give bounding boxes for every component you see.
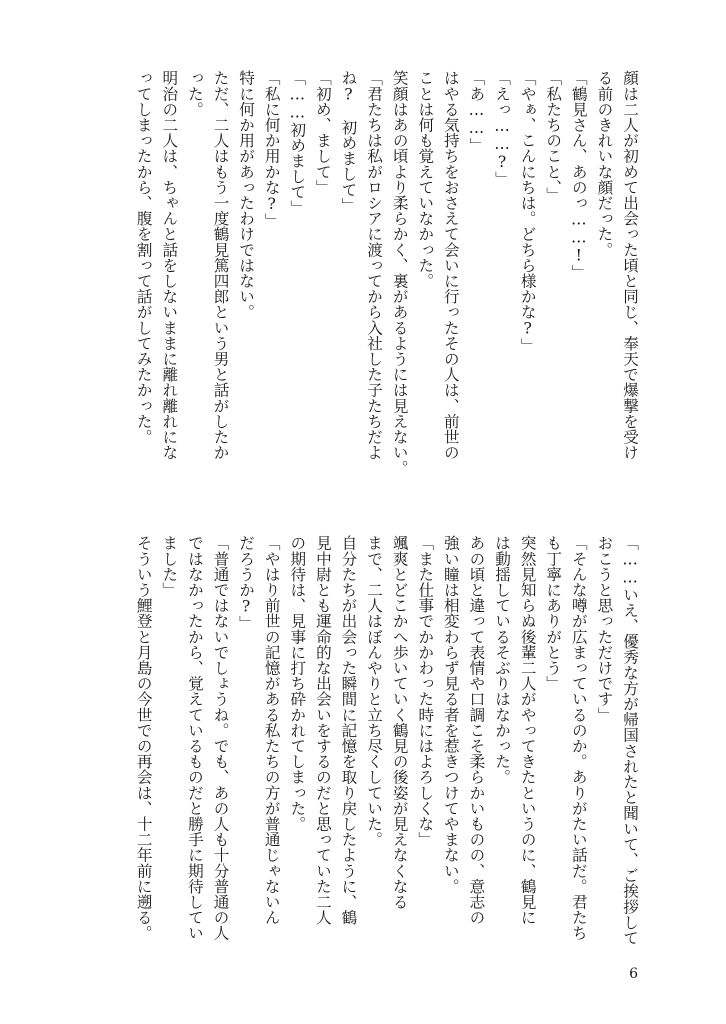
text-line: そういう鯉登と月島の今世での再会は、十二年前に遡る。 — [134, 535, 153, 941]
text-line: った。 — [185, 70, 204, 117]
text-line: 「私たちのこと、」 — [544, 70, 563, 203]
text-line: 「えっ……?」 — [493, 70, 512, 187]
page-number: 6 — [629, 966, 638, 982]
text-line: はやる気持ちをおさえて会いに行ったその人は、前世の — [441, 70, 460, 460]
text-line: 「やぁ、こんにちは。どちら様かな?」 — [518, 70, 537, 354]
text-line: ってしまったから、腹を割って話がしてみたかった。 — [134, 70, 153, 445]
text-line: 「そんな噂が広まっているのか。ありがたい話だ。君たち — [569, 535, 588, 941]
text-block-top — [82, 70, 642, 490]
text-line: ことは何も覚えていなかった。 — [416, 70, 435, 289]
text-line: は動揺しているそぶりはなかった。 — [493, 535, 512, 785]
text-line: の期待は、見事に打ち砕かれてしまった。 — [288, 535, 307, 832]
text-line: 特に何か用があったわけではない。 — [237, 70, 256, 320]
text-line: おこうと思っただけです」 — [595, 535, 614, 723]
text-block-bottom — [82, 535, 642, 955]
text-line: ただ、二人はもう一度鶴見篤四郎という男と話がしたか — [211, 70, 230, 460]
text-line: 颯爽とどこかへ歩いていく鶴見の後姿が見えなくなる — [390, 535, 409, 910]
text-line: だろうか?」 — [237, 535, 256, 631]
text-line: まで、二人はぼんやりと立ち尽くしていた。 — [365, 535, 384, 847]
text-line: 自分たちが出会った瞬間に記憶を取り戻したように、鶴 — [339, 535, 358, 925]
text-line: 「あ……」 — [467, 70, 486, 153]
text-line: も丁寧にありがとう」 — [544, 535, 563, 691]
text-line: ね? 初めまして」 — [339, 70, 358, 213]
text-line: 「初め、まして」 — [313, 70, 332, 195]
text-line: 「君たちは私がロシアに渡ってから入社した子たちだよ — [365, 70, 384, 460]
text-line: ではなかったから、覚えているものだと勝手に期待してい — [185, 535, 204, 941]
text-line: る前のきれいな顔だった。 — [595, 70, 614, 258]
text-line: ました」 — [160, 535, 179, 598]
text-line: 明治の二人は、ちゃんと話をしないままに離れ離れにな — [160, 70, 179, 460]
text-line: 「また仕事でかかわった時にはよろしくな」 — [416, 535, 435, 847]
text-line: 「やはり前世の記憶がある私たちの方が普通じゃないん — [262, 535, 281, 925]
text-line: 「普通ではないでしょうね。でも、あの人も十分普通の人 — [211, 535, 230, 941]
text-line: 見中尉とも運命的な出会いをするのだと思っていた二人 — [313, 535, 332, 925]
text-line: 突然見知らぬ後輩二人がやってきたというのに、鶴見に — [518, 535, 537, 925]
text-line: 「私に何か用かな?」 — [262, 70, 281, 229]
text-line: 強い瞳は相変わらず見る者を惹きつけてやまない。 — [441, 535, 460, 894]
text-line: 笑顔はあの頃より柔らかく、裏があるようには見えない。 — [390, 70, 409, 476]
text-line: 「……いえ、優秀な方が帰国されたと聞いて、ご挨拶して — [621, 535, 639, 946]
text-line: 「鶴見さん、あのっ……!」 — [569, 70, 588, 280]
text-line: あの頃と違って表情や口調こそ柔らかいものの、意志の — [467, 535, 486, 925]
text-line: 「……初めまして」 — [288, 70, 307, 216]
text-line: 顔は二人が初めて出会った頃と同じ、奉天で爆撃を受け — [621, 70, 639, 460]
